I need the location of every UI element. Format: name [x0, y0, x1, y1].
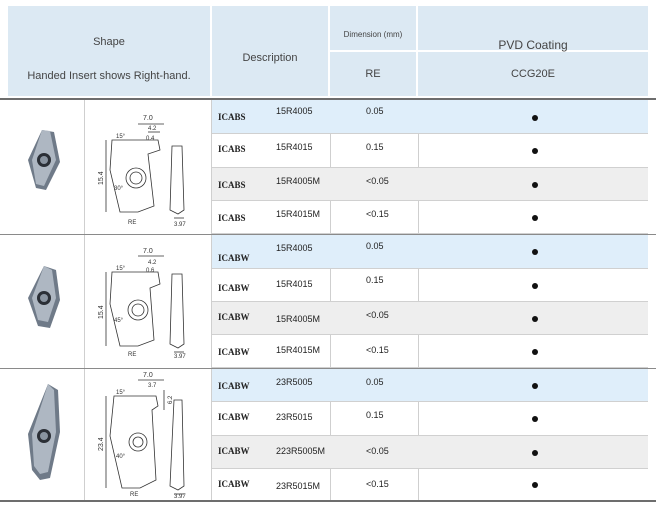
re-value: 0.05 [366, 106, 384, 116]
re-value: <0.15 [366, 345, 389, 355]
table-row[interactable] [212, 469, 648, 501]
dim-b: 6.2 [168, 395, 174, 404]
part-number: 15R4005M [276, 314, 321, 324]
header-description: Description [242, 52, 298, 64]
re-value: 0.05 [366, 377, 384, 387]
part-number: 15R4005 [276, 243, 313, 253]
dim-re: RE [128, 220, 137, 226]
dim-width: 7.0 [143, 115, 153, 122]
table-row[interactable] [212, 302, 648, 335]
table-row[interactable] [212, 235, 648, 269]
re-value: <0.15 [366, 479, 389, 489]
dim-thickness: 3.97 [174, 494, 186, 498]
order-code: ICABS [218, 213, 246, 223]
re-value: 0.05 [366, 241, 384, 251]
dim-width: 7.0 [143, 248, 153, 255]
part-number: 15R4005 [276, 106, 313, 116]
table-row[interactable] [212, 134, 648, 168]
availability-dot [532, 182, 538, 188]
part-number: 15R4015 [276, 142, 313, 152]
table-row[interactable] [212, 269, 648, 302]
availability-dot [532, 416, 538, 422]
dim-a: 4.2 [148, 260, 157, 266]
header-dimension-cell [330, 6, 416, 50]
header-pvd: PVD Coating [498, 38, 568, 52]
availability-dot [532, 383, 538, 389]
table-row[interactable] [212, 168, 648, 201]
dim-a: 4.2 [148, 126, 157, 132]
dim-thickness: 3.97 [174, 222, 186, 228]
header-shape-note: Handed Insert shows Right-hand. [27, 70, 191, 82]
order-code: ICABW [218, 381, 250, 391]
insert-drawing-icabw-23 [98, 370, 198, 498]
part-number: 23R5015 [276, 412, 313, 422]
order-code: ICABW [218, 283, 250, 293]
order-code: ICABW [218, 347, 250, 357]
header-dimension: Dimension (mm) [343, 30, 403, 39]
header-grade-cell [418, 52, 648, 96]
re-value: <0.05 [366, 446, 389, 456]
part-number: 23R5015M [276, 481, 321, 491]
dim-tip-angle: 30° [114, 186, 124, 192]
part-number: 15R4005M [276, 176, 321, 186]
part-number: 23R5005 [276, 377, 313, 387]
dim-a: 3.7 [148, 383, 157, 389]
table-row[interactable] [212, 436, 648, 469]
availability-dot [532, 316, 538, 322]
header-re-cell [330, 52, 416, 96]
dim-thickness: 3.97 [174, 354, 186, 360]
insert-drawing-icabs [98, 110, 198, 228]
table-row[interactable] [212, 402, 648, 436]
part-number: 223R5005M [276, 446, 326, 456]
insert-photo-icabw-23 [20, 380, 66, 484]
order-code: ICABW [218, 412, 250, 422]
part-number: 15R4015M [276, 345, 321, 355]
part-number: 15R4015 [276, 279, 313, 289]
table-row[interactable] [212, 201, 648, 234]
header-shape: Shape [93, 36, 125, 48]
dim-tip-angle: 40° [116, 454, 126, 460]
dim-height: 15.4 [98, 305, 105, 319]
dim-re: RE [130, 492, 139, 498]
re-value: <0.05 [366, 176, 389, 186]
bottom-rule [0, 500, 656, 502]
order-code: ICABW [218, 253, 250, 263]
dim-b: 0.4 [146, 136, 155, 142]
re-value: 0.15 [366, 142, 384, 152]
availability-dot [532, 482, 538, 488]
dim-angle: 15° [116, 390, 126, 396]
dim-tip-angle: 45° [114, 318, 124, 324]
re-value: <0.05 [366, 310, 389, 320]
availability-dot [532, 349, 538, 355]
table-row[interactable] [212, 100, 648, 134]
column-divider [84, 100, 85, 500]
table-row[interactable] [212, 335, 648, 368]
order-code: ICABS [218, 112, 246, 122]
header-re: RE [365, 68, 381, 80]
order-code: ICABS [218, 180, 246, 190]
order-code: ICABW [218, 446, 250, 456]
header-pvd-cell [418, 6, 648, 50]
dim-width: 7.0 [143, 372, 153, 379]
re-value: 0.15 [366, 275, 384, 285]
availability-dot [532, 148, 538, 154]
availability-dot [532, 249, 538, 255]
availability-dot [532, 450, 538, 456]
re-value: <0.15 [366, 209, 389, 219]
insert-photo-icabs [20, 126, 66, 196]
insert-drawing-icabw [98, 244, 198, 362]
dim-re: RE [128, 352, 137, 358]
availability-dot [532, 115, 538, 121]
dim-b: 0.6 [146, 268, 155, 274]
dim-height: 15.4 [98, 171, 105, 185]
availability-dot [532, 215, 538, 221]
order-code: ICABS [218, 144, 246, 154]
dim-angle: 15° [116, 134, 126, 140]
order-code: ICABW [218, 479, 250, 489]
header-description-cell [212, 6, 328, 96]
dim-height: 23.4 [98, 437, 105, 451]
availability-dot [532, 283, 538, 289]
dim-angle: 15° [116, 266, 126, 272]
part-number: 15R4015M [276, 209, 321, 219]
re-value: 0.15 [366, 410, 384, 420]
header-grade: CCG20E [510, 68, 556, 80]
header-shape-cell [8, 6, 210, 96]
order-code: ICABW [218, 312, 250, 322]
insert-photo-icabw [20, 262, 66, 334]
table-row[interactable] [212, 369, 648, 402]
